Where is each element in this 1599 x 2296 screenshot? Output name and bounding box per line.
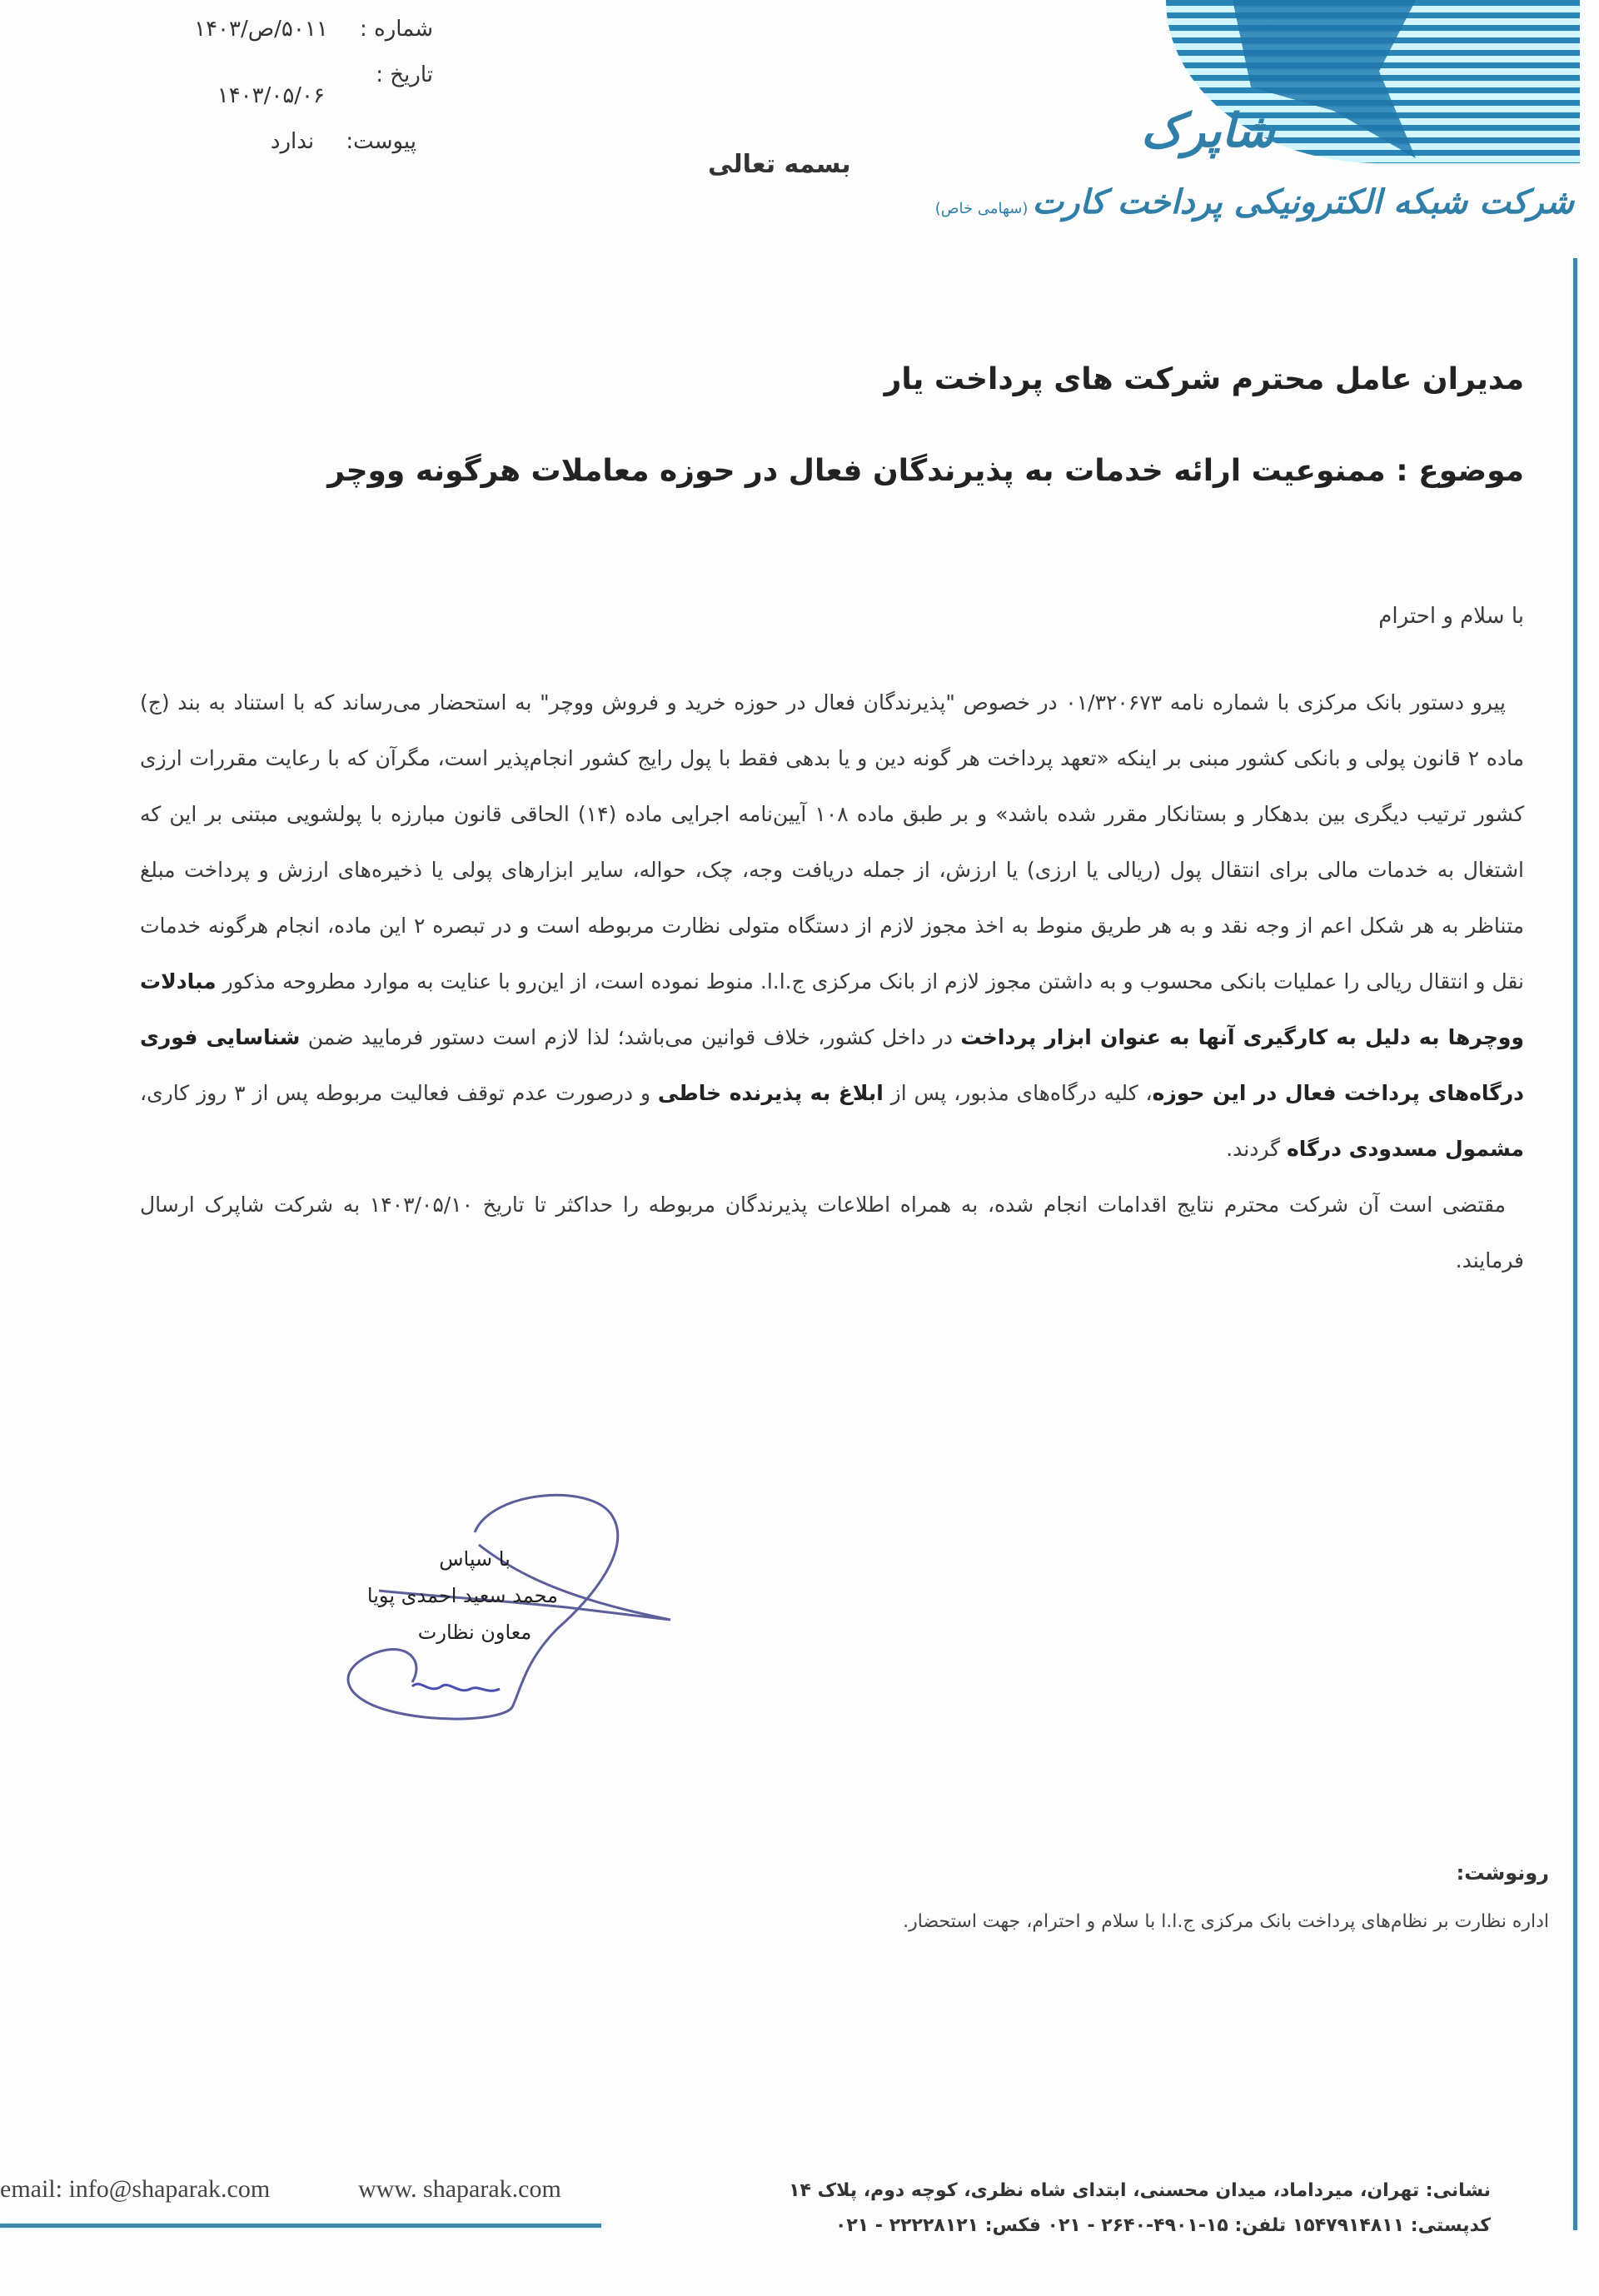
logo-brand-name: شاپرک — [1141, 104, 1275, 158]
signature-block — [366, 1541, 558, 1651]
body-p1-bold-2: شناسایی فوری درگاه‌های پرداخت فعال در این حوزه — [140, 1025, 1525, 1105]
attachment-row — [100, 129, 416, 154]
body-paragraph-2: مقتضی است آن شرکت محترم نتایج اقدامات انجام شده، به همراه اطلاعات پذیرندگان مربوطه را حداکثر تا تاریخ ۱۴۰۳/۰۵/۱۰ به شرکت شاپرک ارسال فرمایند. — [140, 1193, 1524, 1273]
footer-email: email: info@shaparak.com — [0, 2175, 271, 2203]
cc-recipient: اداره نظارت بر نظام‌های پرداخت بانک مرکزی ج.ا.ا با سلام و احترام، جهت استحضار. — [903, 1911, 1549, 1932]
body-p1-bold-4: مشمول مسدودی درگاه — [1287, 1137, 1524, 1161]
body-p1-text-d: و درصورت عدم توقف فعالیت مربوطه پس از ۳ روز کاری، — [140, 1081, 651, 1105]
body-paragraph-1 — [140, 675, 1524, 1177]
salutation: با سلام و احترام — [1378, 604, 1524, 629]
letter-date-label: تاریخ : — [376, 62, 433, 87]
letter-date-value-row — [100, 83, 350, 108]
attachment-label: پیوست: — [346, 129, 416, 154]
cc-title: رونوشت: — [1456, 1861, 1549, 1885]
logo-company-line — [935, 183, 1574, 222]
body-p1-bold-1: مبادلات ووچرها به دلیل به کارگیری آنها به عنوان ابزار پرداخت — [140, 969, 1524, 1049]
footer-contact: کدپستی: ۱۵۴۷۹۱۴۸۱۱ تلفن: ۱۵-۴۹۰۱-۲۶۴۰ - ۰۲۱ فکس: ۲۲۲۲۸۱۲۱ - ۰۲۱ — [834, 2215, 1491, 2236]
signature-closing: با سپاس — [439, 1547, 511, 1571]
body-p1-text-a: پیرو دستور بانک مرکزی با شماره نامه ۰۱/۳۲۰۶۷۳ در خصوص "پذیرندگان فعال در حوزه خرید و فروش ووچر" به استحضار می‌رساند که با استناد به بند (ج) ماده ۲ قانون پولی و بانکی کشور مبنی بر اینکه «تعهد پرداخت هر گونه دین و یا بدهی فقط با پول رایج کشور انجام‌پذیر است، مگرآن که با رعایت مقررات ارزی کشور ترتیب دیگری بین بدهکار و بستانکار مقرر شده باشد» و بر طبق ماده ۱۰۸ آیین‌نامه اجرایی ماده (۱۴) الحاقی قانون مبارزه با پولشویی مبتنی بر این که اشتغال به خدمات مالی برای انتقال پول (ریالی یا ارزی) یا ارزش، از جمله دریافت وجه، چک، حواله، سایر ابزارهای پولی یا ذخیره‌های ارزش و پرداخت مبلغ متناظر به هر شکل اعم از وجه نقد و به هر طریق منوط به اخذ مجوز لازم از دستگاه متولی نظارت مربوطه است و در تبصره ۲ این ماده، انجام هرگونه خدمات نقل و انتقال ریالی را عملیات بانکی محسوب و به داشتن مجوز لازم از بانک مرکزی ج.ا.ا. منوط نموده است، از این‌رو با عنایت به موارد مطروحه مذکور — [140, 690, 1525, 994]
body-p1-bold-3: ابلاغ به پذیرنده خاطی — [657, 1081, 884, 1105]
logo-company-name: شرکت شبکه الکترونیکی پرداخت کارت — [1032, 183, 1574, 222]
body-p1-text-c: ، کلیه درگاه‌های مذبور، پس از — [890, 1081, 1153, 1105]
signature-title: معاون نظارت — [417, 1621, 532, 1644]
letter-number-value: ۵۰۱۱/ص/۱۴۰۳ — [194, 17, 328, 42]
footer-rule — [0, 2224, 601, 2228]
body-p1-text-e: گردند. — [1226, 1137, 1281, 1161]
letter-body — [140, 675, 1524, 1288]
recipient-heading: مدیران عامل محترم شرکت های پرداخت یار — [884, 362, 1524, 396]
logo-company-suffix: (سهامی خاص) — [934, 200, 1029, 217]
signature-name: محمد سعید احمدی پویا — [366, 1584, 558, 1607]
subject-heading: موضوع : ممنوعیت ارائه خدمات به پذیرندگان فعال در حوزه معاملات هرگونه ووچر — [327, 454, 1524, 488]
letter-date-value: ۱۴۰۳/۰۵/۰۶ — [217, 83, 325, 108]
footer-website: www. shaparak.com — [358, 2175, 561, 2203]
attachment-value: ندارد — [270, 129, 315, 154]
body-p1-text-b: در داخل کشور، خلاف قوانین می‌باشد؛ لذا لازم است دستور فرمایید ضمن — [307, 1025, 954, 1049]
footer-address: نشانی: تهران، میرداماد، میدان محسنی، ابتدای شاه نظری، کوچه دوم، پلاک ۱۴ — [789, 2180, 1491, 2201]
bismillah-heading: بسمه تعالی — [708, 150, 851, 179]
letter-number-row — [100, 17, 433, 42]
letter-number-label: شماره : — [360, 17, 433, 42]
right-margin-rule — [1573, 258, 1577, 2230]
